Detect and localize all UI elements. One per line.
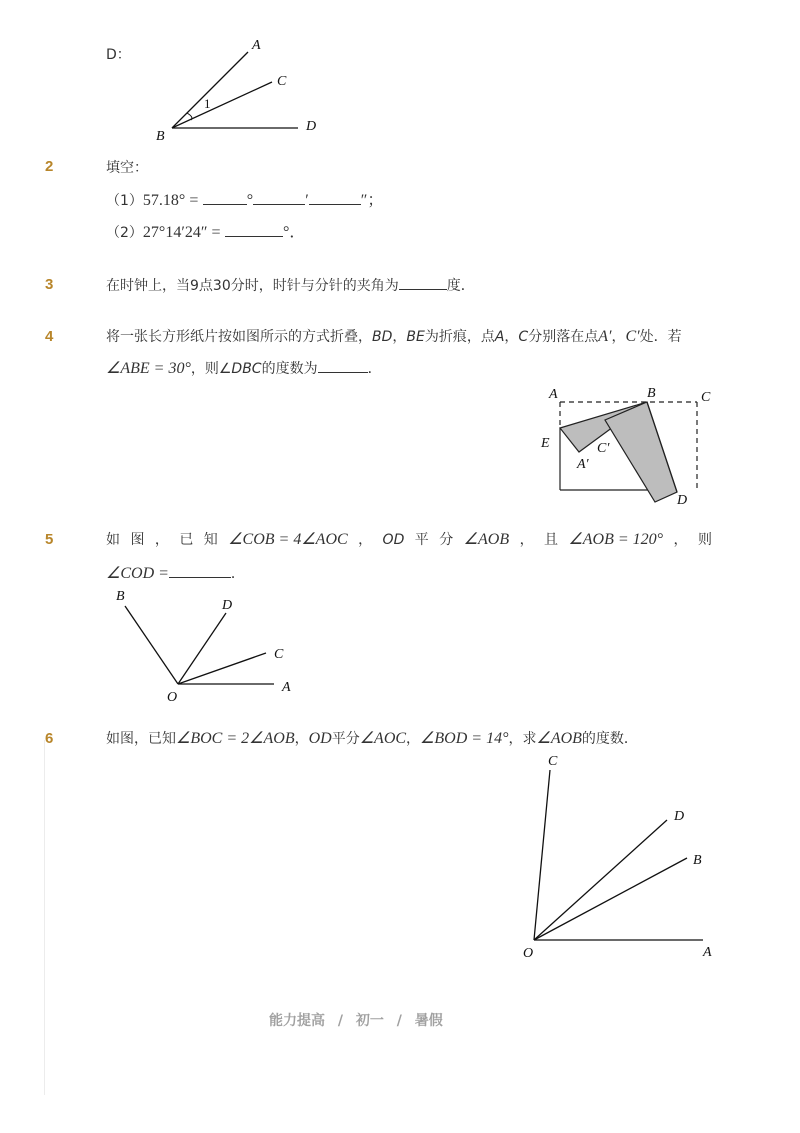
- q5-text: 且: [544, 532, 558, 548]
- q4-text: 分别落在点: [528, 329, 599, 345]
- q5-text: 如: [106, 532, 120, 548]
- fig4-label-a-prime: A′: [577, 457, 589, 472]
- q4-text: 的度数为: [261, 361, 318, 377]
- footer: [269, 1010, 443, 1030]
- fig4-label-e: E: [541, 436, 550, 451]
- q5-text: 分: [439, 532, 454, 548]
- q6-text-part: 如图，已知: [106, 731, 176, 747]
- fig5-label-c: C: [274, 647, 284, 662]
- q4-c-prime: C′: [625, 328, 640, 345]
- fig6-label-b: B: [693, 853, 702, 868]
- q4-sep: ，: [392, 329, 407, 345]
- fig4-label-d: D: [677, 493, 688, 508]
- q6-expr: ∠AOC: [359, 730, 407, 747]
- q5-expr: ∠AOB: [463, 531, 510, 548]
- footer-grade: 初一: [355, 1013, 384, 1029]
- question-number: 3: [45, 276, 54, 293]
- q2-part2-expr: 27°14′24″ =: [142, 224, 221, 241]
- q3-text: [106, 275, 475, 296]
- q5-text: ，: [358, 532, 373, 548]
- footer-separator: /: [337, 1013, 343, 1029]
- q3-text-after: 度．: [446, 278, 475, 294]
- q4-text: 将一张长方形纸片按如图所示的方式折叠，: [106, 329, 372, 345]
- margin-line: [44, 740, 45, 1095]
- q2-part1-expr: 57.18° =: [142, 192, 199, 209]
- q6-text-part: 的度数．: [581, 731, 638, 747]
- q6-expr: OD: [308, 730, 332, 747]
- q2-part2-label: （2）: [106, 225, 143, 241]
- answer-blank[interactable]: [253, 190, 305, 205]
- q4-text: ．: [367, 361, 382, 377]
- q5-line2: [106, 563, 245, 584]
- q5-text: ，: [673, 532, 688, 548]
- fig-d-label-a: A: [252, 38, 261, 53]
- q4-sep: ，: [611, 329, 626, 345]
- q4-line1: [106, 327, 682, 347]
- q5-line1: [106, 530, 712, 550]
- answer-blank[interactable]: [225, 222, 283, 237]
- q5-text: 图: [130, 532, 145, 548]
- q4-text: 处．若: [639, 329, 682, 345]
- q2-part2-deg: °．: [282, 224, 306, 241]
- q2-part1-sec: ″；: [360, 192, 384, 209]
- fig-d-label-d: D: [306, 119, 317, 134]
- q6-angle-figure: [515, 750, 725, 965]
- question-number: 2: [45, 158, 54, 175]
- fig4-label-c-prime: C′: [597, 441, 610, 456]
- question-number: 4: [45, 328, 54, 345]
- q4-dbc: DBC: [231, 361, 262, 377]
- q4-folding-figure: [535, 380, 725, 510]
- q5-text: ，: [519, 532, 534, 548]
- q4-bd: BD: [372, 329, 393, 345]
- fig-d-label-b: B: [156, 129, 165, 144]
- fig5-label-a: A: [282, 680, 291, 695]
- footer-category: 能力提高: [269, 1013, 325, 1029]
- q5-expr: ∠AOB = 120°: [568, 531, 664, 548]
- fig5-label-b: B: [116, 589, 125, 604]
- fig4-label-a: A: [549, 387, 558, 402]
- fig4-label-b: B: [647, 386, 656, 401]
- q5-expr: ∠COB = 4∠AOC: [228, 531, 348, 548]
- q6-text-part: ，: [294, 731, 309, 747]
- q4-line2: [106, 358, 382, 379]
- q5-text: 平: [414, 532, 429, 548]
- q3-text-before: 在时钟上，当9点30分时，时针与分针的夹角为: [106, 278, 399, 294]
- q4-be: BE: [406, 329, 425, 345]
- q5-od: OD: [382, 532, 405, 548]
- q6-text-part: ，求: [508, 731, 537, 747]
- q5-text: ，: [154, 532, 169, 548]
- fig6-label-a: A: [703, 945, 712, 960]
- fig5-label-d: D: [222, 598, 233, 613]
- q2-part1-min: ′: [305, 192, 309, 209]
- q6-expr: ∠BOC = 2∠AOB: [176, 730, 295, 747]
- q4-c: C: [518, 329, 529, 345]
- q5-text: 已: [179, 532, 194, 548]
- q2-part2: [106, 222, 305, 243]
- footer-term: 暑假: [414, 1013, 443, 1029]
- q2-part1-label: （1）: [106, 193, 143, 209]
- fig6-label-c: C: [548, 754, 558, 769]
- footer-separator: /: [396, 1013, 402, 1029]
- q6-expr: ∠BOD = 14°: [420, 730, 509, 747]
- fig5-label-o: O: [167, 690, 178, 705]
- question-title: 填空：: [106, 160, 148, 176]
- q4-text: ，则∠: [190, 361, 232, 377]
- q5-expr: ∠COD =: [106, 565, 169, 582]
- q5-text: 则: [697, 532, 712, 548]
- q2-part1: [106, 190, 383, 211]
- q2-part1-deg: °: [246, 192, 254, 209]
- option-d-label: D：: [106, 47, 131, 63]
- q4-angle-expr: ∠ABE = 30°: [106, 360, 191, 377]
- question-number: 6: [45, 730, 54, 747]
- answer-blank[interactable]: [399, 275, 447, 290]
- fig-d-label-c: C: [277, 74, 287, 89]
- answer-blank[interactable]: [318, 358, 368, 373]
- q5-angle-figure: [108, 585, 308, 710]
- fig-d-label-1: 1: [204, 96, 211, 111]
- q4-text: 为折痕，点: [424, 329, 495, 345]
- q6-text-part: 平分: [331, 731, 360, 747]
- option-d-figure: [150, 32, 330, 147]
- answer-blank[interactable]: [169, 563, 231, 578]
- q4-sep: ，: [504, 329, 519, 345]
- q4-a: A: [494, 329, 505, 345]
- answer-blank[interactable]: [203, 190, 247, 205]
- fig6-label-o: O: [523, 946, 534, 961]
- q5-text: 知: [203, 532, 218, 548]
- answer-blank[interactable]: [309, 190, 361, 205]
- q6-expr: ∠AOB: [536, 730, 582, 747]
- q5-text: ．: [230, 566, 245, 582]
- fig6-label-d: D: [674, 809, 685, 824]
- fig4-label-c: C: [701, 390, 711, 405]
- q6-text-part: ，: [406, 731, 421, 747]
- q6-text: [106, 729, 638, 749]
- question-number: 5: [45, 531, 54, 548]
- q4-a-prime: A′: [598, 328, 612, 345]
